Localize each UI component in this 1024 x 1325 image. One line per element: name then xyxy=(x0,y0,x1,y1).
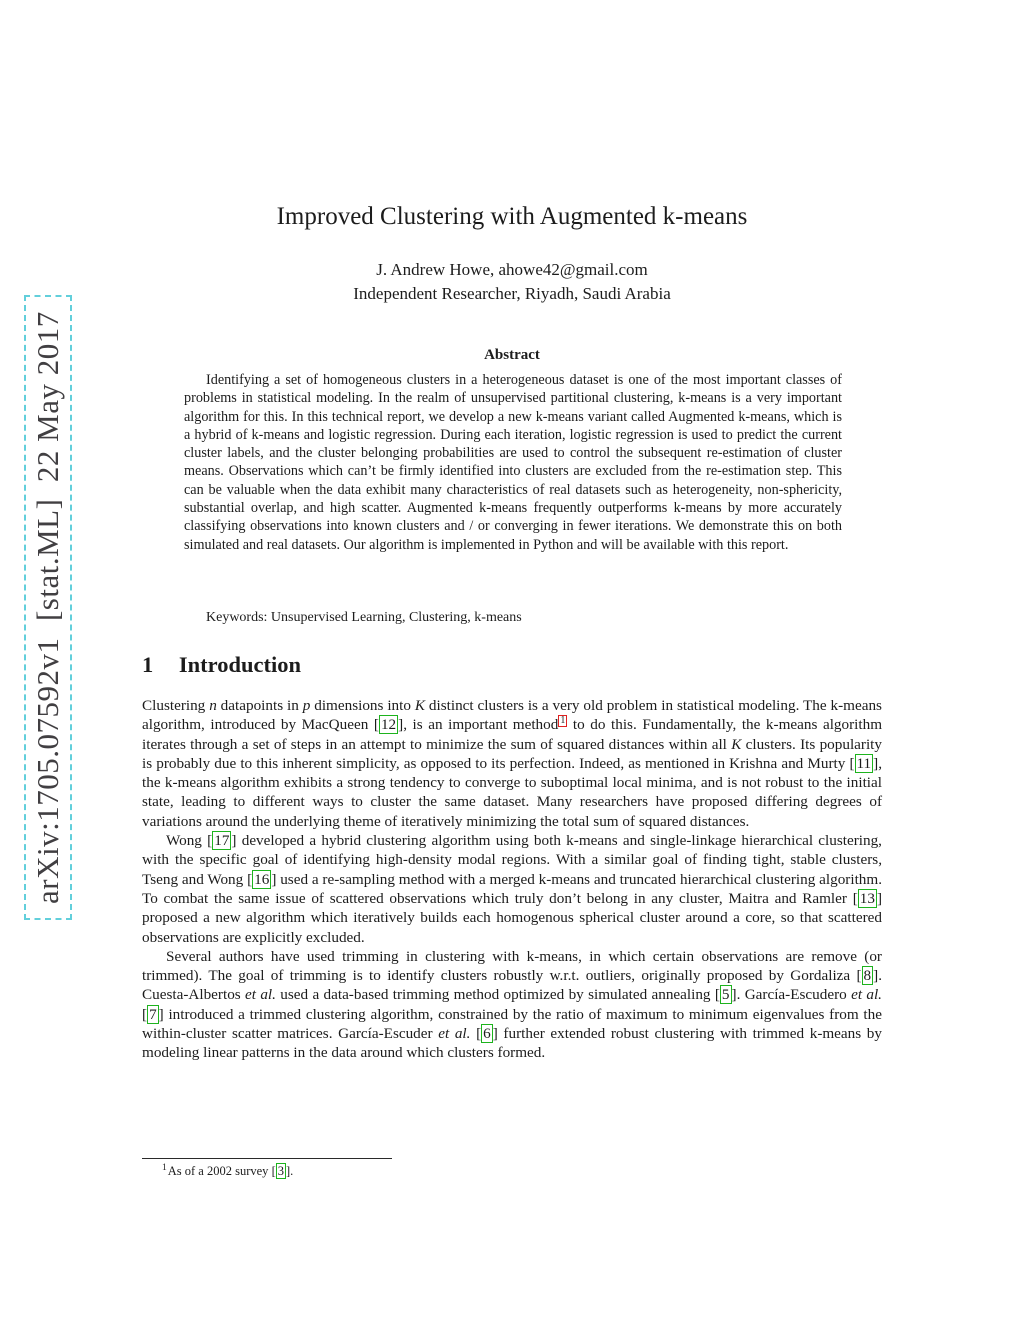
citation-number[interactable]: 17 xyxy=(214,832,230,850)
footnote: 1As of a 2002 survey [ 3 ]. xyxy=(162,1163,294,1178)
introduction-body xyxy=(142,696,882,1063)
math-variable: K xyxy=(414,697,425,714)
citation-number[interactable]: 12 xyxy=(380,716,397,734)
citation-link[interactable]: [ 5 ] xyxy=(714,986,737,1004)
citation-link[interactable]: [ 3 ] xyxy=(271,1164,291,1178)
citation-link[interactable]: [ 13 ] xyxy=(852,889,882,907)
citation-number[interactable]: 6 xyxy=(483,1025,491,1043)
paragraph: Clustering n datapoints in p dimensions into K distinct clusters is a very old problem in statistical modeling. The k-means algorithm, introduced by MacQueen [ 12 ], is an important method 1 to do this. Fundamentally, the k-means algorithm iterates through a set of steps in an attempt to minimize the sum of squared distances within all K clusters. Its popularity is probably due to this inherent simplicity, as opposed to its perfection. Indeed, as mentioned in Krishna and Murty [ 11 ], the k-means algorithm exhibits a strong tendency to converge to suboptimal local minima, and is not robust to the initial state, leading to different ways to cluster the same dataset. Many researchers have proposed differing degrees of variations around the underlying theme of iteratively minimizing the total sum of squared distances. xyxy=(142,697,883,830)
footnote-area xyxy=(142,1158,882,1179)
italic-text: et al. xyxy=(438,1025,471,1043)
footnote-ref[interactable]: 1 xyxy=(560,715,566,727)
math-variable: K xyxy=(731,735,742,753)
citation-link[interactable]: [ 17 ] xyxy=(207,832,237,850)
citation-number[interactable]: 13 xyxy=(859,889,875,907)
math-variable: p xyxy=(302,697,311,714)
citation-number[interactable]: 11 xyxy=(856,754,872,772)
citation-number[interactable]: 5 xyxy=(721,986,730,1004)
abstract-heading: Abstract xyxy=(484,347,540,363)
author-line: J. Andrew Howe, ahowe42@gmail.com xyxy=(376,260,648,279)
citation-link[interactable]: [ 7 ] xyxy=(142,1005,164,1023)
italic-text: et al. xyxy=(245,986,276,1004)
citation-link[interactable]: [ 6 ] xyxy=(476,1025,498,1043)
abstract-text: Identifying a set of homogeneous clusters in a heterogeneous dataset is one of the most important classes of problems in statistical modeling. In the realm of unsupervised partitional clustering, k-means is a very important algorithm for this. In this technical report, we develop a new k-means variant called Augmented k-means, which is a hybrid of k-means and logistic regression. During each iteration, logistic regression is used to predict the current cluster labels, and the cluster belonging probabilities are used to control the subsequent re-estimation of cluster means. Observations which can’t be firmly identified into clusters are excluded from the re-estimation step. This can be valuable when the data exhibit many characteristics of real datasets such as heterogeneity, non-sphericity, substantial overlap, and high scatter. Augmented k-means frequently outperforms k-means by more accurately classifying observations into known clusters and / or converging in fewer iterations. We demonstrate this on both simulated and real datasets. Our algorithm is implemented in Python and will be available with this report. xyxy=(184,372,842,553)
citation-number[interactable]: 3 xyxy=(277,1164,284,1178)
section-title: Introduction xyxy=(178,652,301,677)
citation-number[interactable]: 8 xyxy=(863,967,872,985)
keywords-line: Keywords: Unsupervised Learning, Clustering, k-means xyxy=(206,610,522,625)
section-heading xyxy=(142,652,882,678)
citation-link[interactable]: [ 11 ] xyxy=(849,754,879,772)
affiliation-line: Independent Researcher, Riyadh, Saudi Arabia xyxy=(353,284,671,303)
math-variable: n xyxy=(209,697,217,714)
citation-link[interactable]: [ 8 ] xyxy=(856,967,879,985)
section-number: 1 xyxy=(142,652,154,677)
arxiv-watermark: arXiv:1705.07592v1 [stat.ML] 22 May 2017 xyxy=(24,295,72,920)
paragraph: Several authors have used trimming in clustering with k-means, in which certain observations are remove (or trimmed). The goal of trimming is to identify clusters robustly w.r.t. outliers, originally proposed by Gordaliza [ 8 ]. Cuesta-Albertos et al. used a data-based trimming method optimized by simulated annealing [ 5 ]. García-Escudero et al. [ 7 ] introduced a trimmed clustering algorithm, constrained by the ratio of maximum to minimum eigenvalues from the within-cluster scatter matrices. García-Escuder et al. [ 6 ] further extended robust clustering with trimmed k-means by modeling linear patterns in the data around which clusters formed. xyxy=(142,947,882,1062)
paragraph: Wong [ 17 ] developed a hybrid clustering algorithm using both k-means and single-linkage hierarchical clustering, with the specific goal of identifying high-density modal regions. With a similar goal of finding tight, stable clusters, Tseng and Wong [ 16 ] used a re-sampling method with a merged k-means and truncated hierarchical clustering algorithm. To combat the same issue of scattered observations which truly don’t belong in any cluster, Maitra and Ramler [ 13 ] proposed a new algorithm which iteratively builds each homogenous spherical cluster around a core, so that scattered observations are explicitly excluded. xyxy=(142,832,883,946)
citation-link[interactable]: [ 16 ] xyxy=(247,870,277,888)
author-block xyxy=(0,258,1024,306)
citation-link[interactable]: [ 12 ] xyxy=(373,716,404,734)
citation-number[interactable]: 16 xyxy=(254,870,270,888)
italic-text: et al. xyxy=(851,986,882,1004)
citation-number[interactable]: 7 xyxy=(149,1005,157,1023)
footnote-marker: 1 xyxy=(162,1163,167,1173)
paper-title: Improved Clustering with Augmented k-means xyxy=(276,203,748,230)
